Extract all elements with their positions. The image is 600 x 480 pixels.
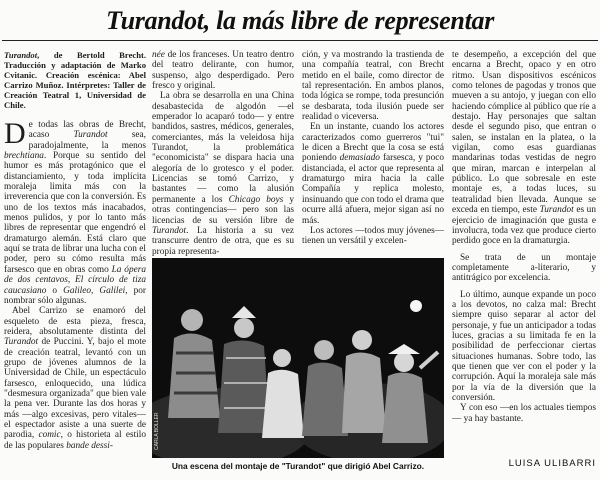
paragraph: Abel Carrizo se enamoró del esqueleto de esta pieza, fresca, reidera, absolutamente distinta del Turandot de Puccini. Y, bajo el mote de creación teatral, levantó con un grupo de jóvenes alumnos de la Universidad de Chile, un espectáculo farsesco, enloquecido, una lúdica "desmesura organizada" que bien vale la pena ver. Durante las dos horas y más —algo excesivas, pero vitales— el espectador asiste a una suerte de parodia, comic, o historieta al estilo de las populares bande dessi- [4,306,146,451]
paragraph: Lo último, aunque expande un poco a los devotos, no calza mal: Brecht siempre quiso separar al actor del personaje, y fue un anticipador a todas luces, gracias a su limitada fe en la posibilidad de perfeccionar ciertas situaciones humanas. Sobre todo, las que tienen que ver con el poder y la corrupción. Aquí la moraleja sale más por la vía de la diversión que la conversión. [452,289,596,403]
paragraph: De todas las obras de Brecht, acaso Turandot sea, paradojalmente, la menos brechtiana. Porque su sentido del humor es más protagónico que el distanciamiento, y toda implícita moraleja limita más con la irreverencia que con la conversión. Es uno de los textos más inacabados, menos pulidos, y por lo tanto más libres de representar que engendró el dramaturgo alemán. Está claro que aquí se trata de librar una lucha con el poder, pero su cómo resulta más farsesco que en obras como La ópera de dos centavos, El círculo de tiza caucasiano o Galileo, Galilei, por nombrar sólo algunas. [4,117,146,306]
paragraph: ción, y va mostrando la trastienda de una compañía teatral, con Brecht metido en el baile, como director de tal representación. En ambos planos, toda lógica se rompe, toda presunción se desbarata, toda ilusión puede ser realidad o viceversa. [302,50,444,123]
paragraph: Los actores —todos muy jóvenes— tienen un versátil y excelen- [302,225,444,247]
paragraph: née de los franceses. Un teatro dentro del teatro delirante, con humor, suspenso, algo desperdigado. Pero fresco y original. [152,50,294,92]
column-1 [4,50,146,470]
paragraph: Y con eso —en los actuales tiempos— ya hay bastante. [452,403,596,424]
headline: Turandot, la más libre de representar [105,6,495,35]
credits-body: , de Bertold Brecht. Traducción y adaptación de Marko Cvitanic. Creación escénica: Abel Carrizo Muñoz. Intérpretes: Taller de Creación Teatral 1, Universidad de Chile. [4,50,146,110]
credits-title: Turandot [4,50,38,60]
drop-cap: D [4,117,26,150]
column-2 [152,50,294,256]
author-signature: LUISA ULIBARRI [508,458,596,469]
paragraph: En un instante, cuando los actores caracterizados como guerreros "tui" le dicen a Brecht que la cosa se está poniendo demasiado farsesca, y poco distanciada, el actor que representa al dramaturgo mira hacia la calle Compañía y replica molesto, insinuando que con todo el drama que ocurre allá afuera, mejor sigan así no más. [302,122,444,226]
paragraph: Se trata de un montaje completamente a-literario, y antitrágico por excelencia. [452,252,596,284]
credits-block [4,50,146,110]
column-3 [302,50,444,256]
photo-image [152,258,444,458]
column-4 [452,50,596,454]
headline-rule [2,40,598,41]
photo-caption: Una escena del montaje de "Turandot" que dirigió Abel Carrizo. [171,461,425,471]
photo-credit: CARLA BOLLER [154,412,160,450]
paragraph: te desempeño, a excepción del que encarna a Brecht, opaco y en otro ritmo. Usan dispositivos escénicos como telones de pagodas y tronos que mueven a su antojo, y juegan con ello haciendo cómplice al público que ríe a destajo. Hay personajes que saltan desde el segundo piso, que entran o salen, se instalan en la platea, o la vigilan, como esas guardianas mandarinas todas vestidas de negro que miran, marcan e interpelan al público. Lo que sobresale en este montaje es, a todas luces, su teatralidad bien llevada. Aunque se exceda en tiempo, este Turandot es un ejercicio de imaginación que gusta e involucra, toda vez que produce cierto perdido goce en la dramaturgia. [452,50,596,247]
scene-photo [152,258,444,458]
paragraph: La obra se desarrolla en una China desabastecida de algodón —el emperador lo acaparó todo— y entre bandidos, sastres, médicos, generales, comerciantes, más la veleidosa hija Turandot, la problemática "economicista" se dispara hacia una alegoría de lo grotesco y el poder. Licencias se tomó Carrizo, y bastantes — como la alusión permanente a los Chicago boys y otras contingencias— pero son las licencias de su versión libre de Turandot. La historia a su vez transcurre dentro de otra, que es su propia representa- [152,91,294,256]
